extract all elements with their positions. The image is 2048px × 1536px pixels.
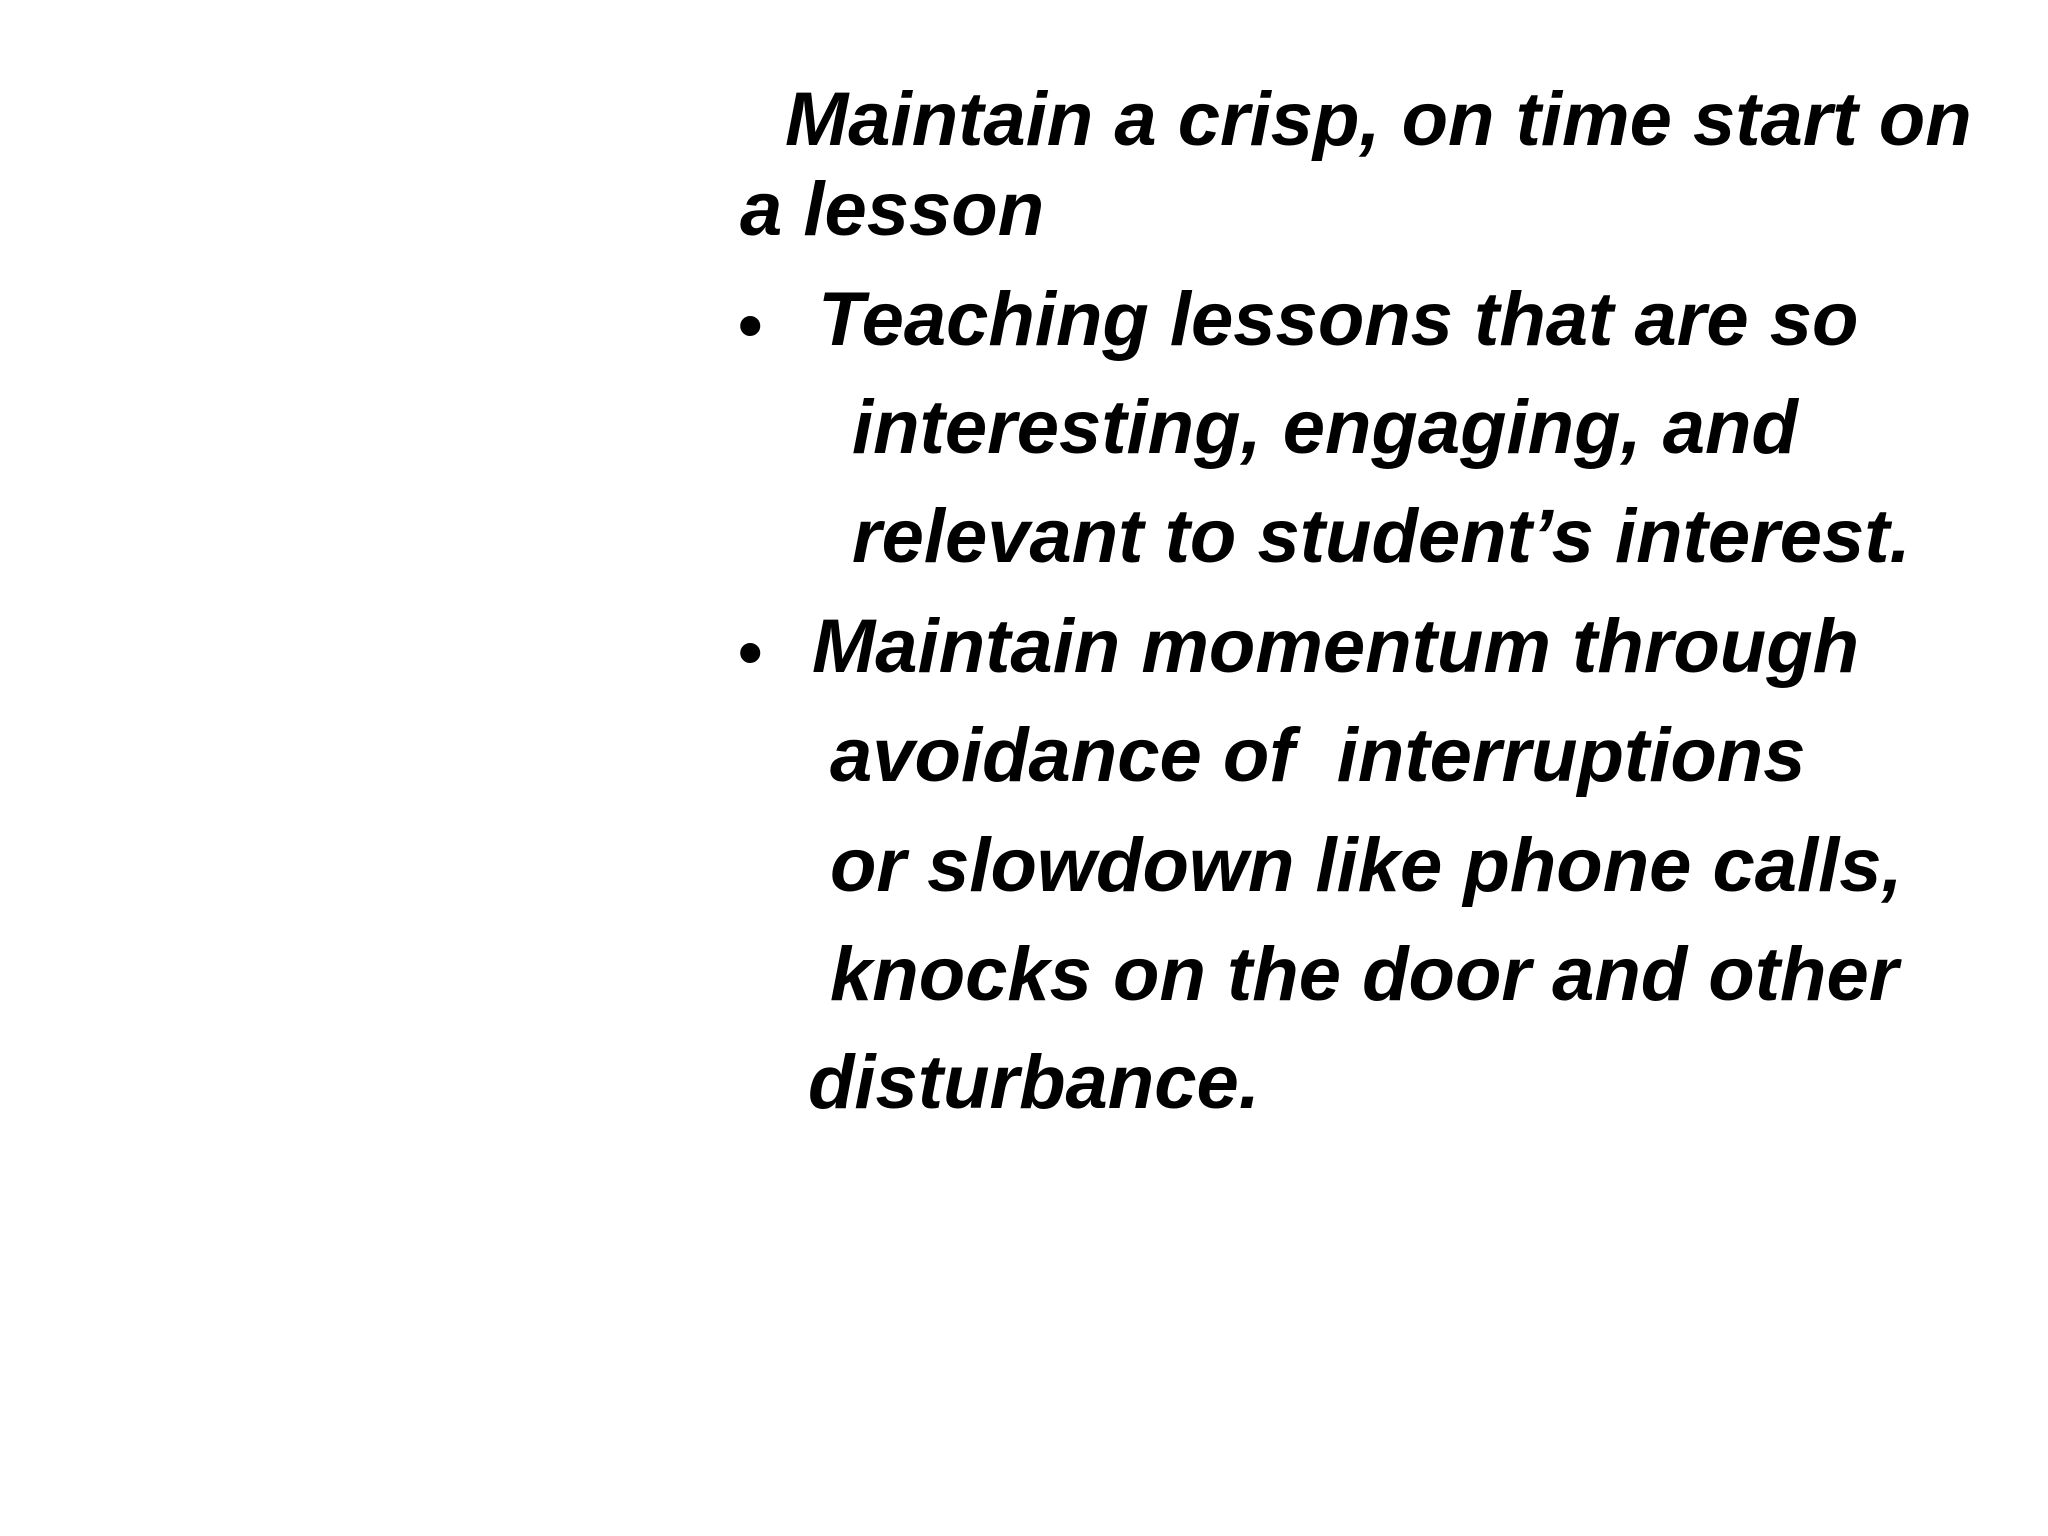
bullet-2-line-3: or slowdown like phone calls, (830, 823, 1903, 908)
bullet-1-line-1: Teaching lessons that are so (818, 277, 1859, 362)
bullet-marker-2: • (738, 613, 763, 691)
bullet-2-line-5: disturbance. (808, 1040, 1260, 1125)
intro-line-2: a lesson (740, 167, 1045, 252)
bullet-2-line-2: avoidance of interruptions (830, 713, 1806, 798)
bullet-2-line-1: Maintain momentum through (812, 604, 1860, 689)
bullet-marker-1: • (738, 286, 763, 364)
bullet-1-line-2: interesting, engaging, and (852, 385, 1798, 470)
bullet-1-line-3: relevant to student’s interest. (852, 494, 1911, 579)
intro-line-1: Maintain a crisp, on time start on (785, 77, 1972, 162)
bullet-2-line-4: knocks on the door and other (830, 932, 1899, 1017)
